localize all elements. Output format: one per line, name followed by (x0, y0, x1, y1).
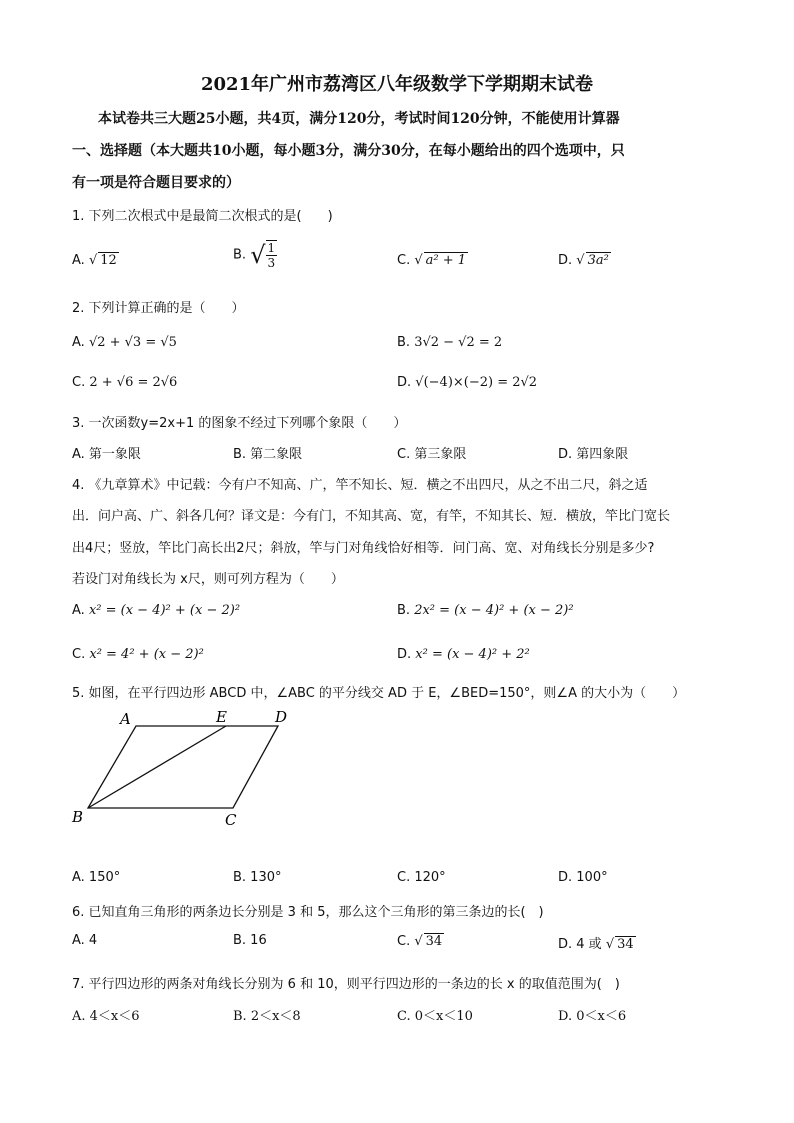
q4-option-b (397, 603, 574, 618)
radical-icon: √ (88, 253, 98, 268)
q4-option-a (72, 603, 240, 618)
q4-c-expr: x² = 4² + (x − 2)² (89, 647, 204, 662)
option-label: A. (72, 335, 85, 350)
option-label: D. (397, 375, 412, 390)
q3-option-a: A. 第一象限 (72, 447, 141, 462)
q1-c-radicand: a² + 1 (425, 253, 467, 268)
q6-option-a: A. 4 (72, 933, 98, 948)
q7-option-c: C. 0＜x＜10 (397, 1009, 473, 1024)
q4-line4: 若设门对角线长为 x尺，则可列方程为（ ） (72, 572, 344, 587)
q4-a-expr: x² = (x − 4)² + (x − 2)² (88, 603, 241, 618)
option-label: B. (233, 247, 247, 263)
q4-b-expr: 2x² = (x − 4)² + (x − 2)² (414, 603, 574, 618)
option-label: C. (397, 934, 411, 949)
q7-stem: 7. 平行四边形的两条对角线长分别为 6 和 10，则平行四边形的一条边的长 x 的取值范围为( ) (72, 977, 620, 992)
option-label: C. (72, 375, 86, 390)
vertex-label-e: E (216, 708, 227, 726)
option-label: D. (558, 253, 573, 268)
q2-d-expr: √(−4)×(−2) = 2√2 (415, 375, 538, 390)
q4-line3: 出4尺；竖放，竿比门高长出2尺；斜放，竿与门对角线恰好相等．问门高、宽、对角线长分别是多少? (72, 541, 655, 556)
option-label: B. (397, 335, 411, 350)
q5-option-c: C. 120° (397, 870, 446, 885)
q1-option-c (397, 252, 468, 268)
option-label: A. (72, 603, 85, 618)
vertex-label-a: A (120, 710, 131, 728)
q1-stem: 1. 下列二次根式中是最简二次根式的是( ) (72, 209, 333, 224)
q2-option-c (72, 375, 177, 390)
vertex-label-b: B (72, 808, 84, 826)
vertex-label-c: C (225, 811, 237, 829)
q3-option-b: B. 第二象限 (233, 447, 303, 462)
q6-option-b: B. 16 (233, 933, 267, 948)
radical-icon: √ (605, 937, 615, 952)
parallelogram-abcd (88, 726, 278, 808)
q1-b-numerator: 1 (267, 241, 276, 255)
q2-a-expr: √2 + √3 = √5 (88, 335, 177, 350)
section-header-line1: 一、选择题（本大题共10小题，每小题3分，满分30分，在每小题给出的四个选项中，只 (72, 143, 625, 159)
q6-option-d (558, 933, 636, 952)
q6-c-radicand: 34 (425, 934, 443, 949)
q4-line1: 4. 《九章算术》中记载：今有户不知高、广，竿不知长、短．横之不出四尺，从之不出二尺，斜之适 (72, 478, 648, 493)
q2-option-a (72, 335, 177, 350)
q6-d-radicand: 34 (617, 937, 634, 952)
section-header-line2: 有一项是符合题目要求的） (72, 175, 240, 191)
q3-option-d: D. 第四象限 (558, 447, 629, 462)
q7-option-d: D. 0＜x＜6 (558, 1009, 627, 1024)
radical-icon: √ (414, 934, 423, 949)
q4-line2: 出．问户高、广、斜各几何？译文是：今有门，不知其高、宽，有竿，不知其长、短．横放，竿比门宽长 (72, 509, 671, 524)
radical-icon: √ (576, 253, 585, 268)
q2-stem: 2. 下列计算正确的是（ ） (72, 301, 245, 316)
q5-option-b: B. 130° (233, 870, 282, 885)
q4-option-d (397, 647, 530, 662)
q1-b-fraction (266, 240, 278, 270)
option-label: C. (72, 647, 86, 662)
q4-option-c (72, 647, 204, 662)
option-label: A. (72, 253, 85, 268)
q1-b-denominator: 3 (267, 256, 276, 270)
radical-icon: √ (414, 253, 423, 268)
q3-option-c: C. 第三象限 (397, 447, 467, 462)
q6-option-c (397, 933, 444, 949)
q7-option-b: B. 2＜x＜8 (233, 1009, 301, 1024)
q1-a-radicand: 12 (100, 253, 117, 268)
q1-option-d (558, 252, 611, 268)
bisector-be (88, 726, 226, 808)
q2-c-expr: 2 + √6 = 2√6 (89, 375, 178, 390)
option-label: B. (397, 603, 411, 618)
q1-option-b (233, 240, 277, 270)
q2-b-expr: 3√2 − √2 = 2 (414, 335, 503, 350)
q6-stem: 6. 已知直角三角形的两条边长分别是 3 和 5，那么这个三角形的第三条边的长( ) (72, 905, 544, 920)
option-label: C. (397, 253, 411, 268)
option-label: D. (397, 647, 412, 662)
q1-d-radicand: 3a² (587, 253, 609, 268)
q5-stem: 5. 如图，在平行四边形 ABCD 中，∠ABC 的平分线交 AD 于 E，∠BED=150°，则∠A 的大小为（ ） (72, 686, 686, 701)
q5-option-d: D. 100° (558, 870, 608, 885)
q3-stem: 3. 一次函数y=2x+1 的图象不经过下列哪个象限（ ） (72, 416, 407, 431)
exam-intro: 本试卷共三大题25小题，共4页，满分120分，考试时间120分钟，不能使用计算器 (98, 111, 620, 127)
option-label: D. 4 或 (558, 937, 602, 952)
q4-d-expr: x² = (x − 4)² + 2² (415, 647, 530, 662)
exam-title: 2021年广州市荔湾区八年级数学下学期期末试卷 (200, 74, 594, 95)
parallelogram-figure (66, 704, 306, 834)
q1-option-a (72, 252, 119, 268)
q2-option-b (397, 335, 502, 350)
radical-icon: √ (250, 241, 266, 269)
vertex-label-d: D (275, 708, 288, 726)
q7-option-a: A. 4＜x＜6 (72, 1009, 140, 1024)
q5-option-a: A. 150° (72, 870, 121, 885)
q2-option-d (397, 375, 537, 390)
